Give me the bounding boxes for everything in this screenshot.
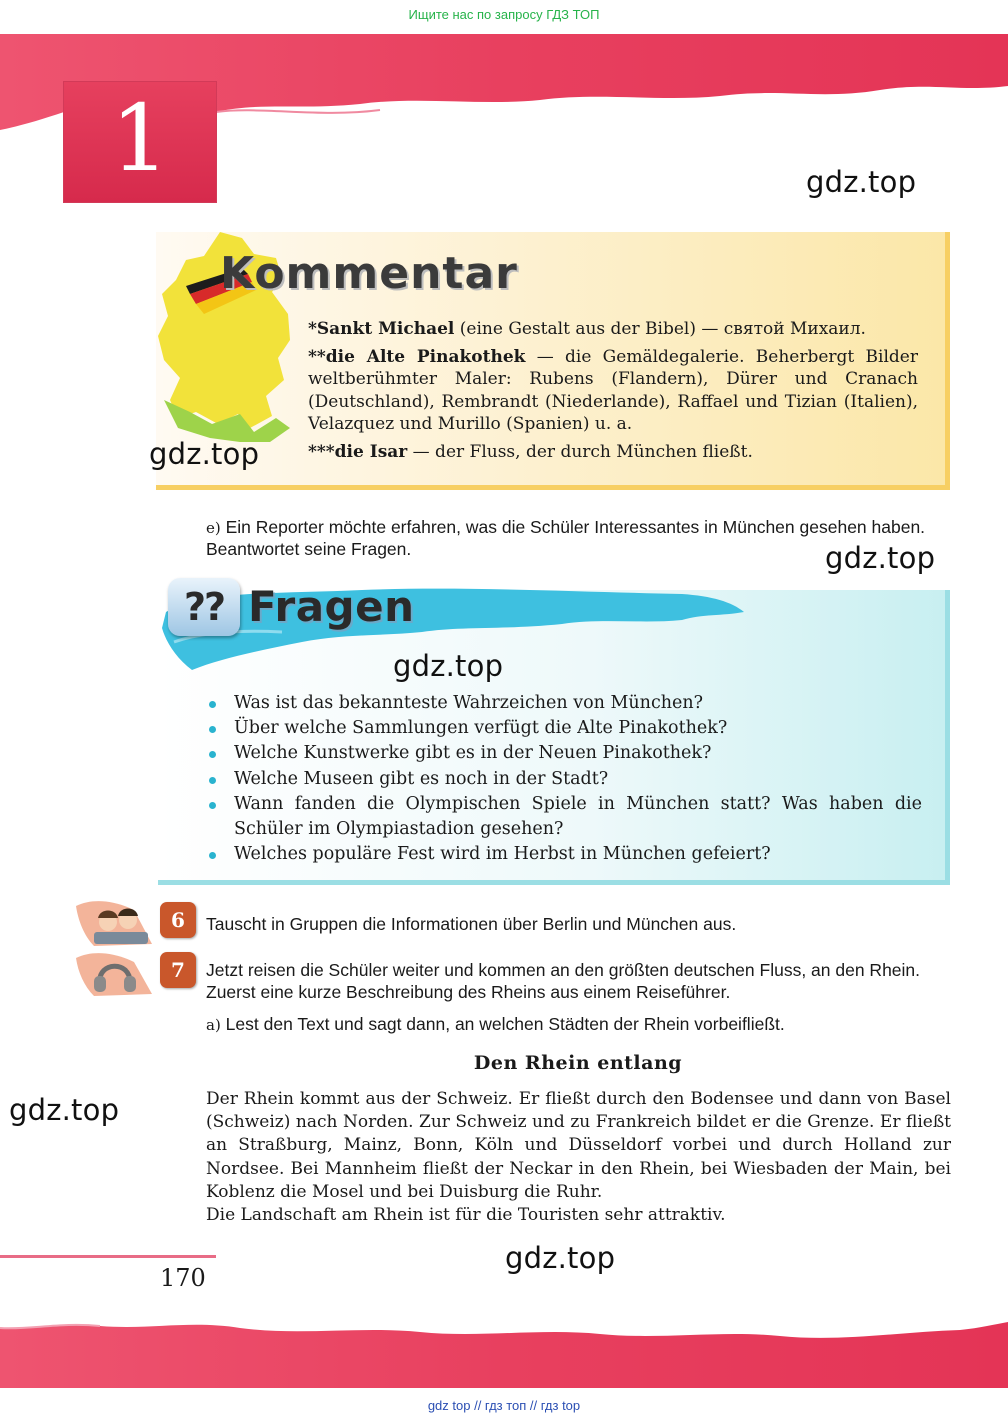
watermark: gdz.top <box>149 437 260 471</box>
task-e-text: Ein Reporter möchte erfahren, was die Schüler Interessantes in München gesehen haben. Beantwortet seine Fragen. <box>206 517 926 559</box>
kommentar-definition: — die Gemäldegalerie. Beherbergt Bilder weltberühmter Maler: Rubens (Flandern), Dürer und Cranach (Deutschland), Rembrandt (Niederlande), Raffael und Tizian (Italien), Velazquez und Murillo (Spanien) u. a. <box>308 346 918 434</box>
fragen-title: Fragen <box>248 582 415 631</box>
kommentar-entry <box>308 441 918 464</box>
page-number-rule <box>0 1255 216 1258</box>
task-7-text: Jetzt reisen die Schüler weiter und kommen an den größten deutschen Fluss, an den Rhein. Zuerst eine kurze Beschreibung des Rheins aus einem Reiseführer. <box>206 960 921 1002</box>
chapter-number: 1 <box>110 85 170 192</box>
watermark: gdz.top <box>9 1093 120 1127</box>
question-item: Welche Museen gibt es noch in der Stadt? <box>206 767 922 792</box>
watermark: gdz.top <box>825 541 936 575</box>
task-marker: e) <box>206 519 221 537</box>
headphones-icon <box>74 946 154 998</box>
task-7a <box>206 1013 951 1036</box>
question-marks-icon <box>168 578 240 636</box>
kommentar-definition: — der Fluss, der durch München fließt. <box>407 441 753 462</box>
watermark: gdz.top <box>806 165 917 199</box>
kommentar-entry <box>308 318 918 341</box>
chapter-number-box <box>64 82 216 202</box>
group-discussion-icon <box>74 896 154 948</box>
question-item: Welches populäre Fest wird im Herbst in München gefeiert? <box>206 842 922 867</box>
task-marker: a) <box>206 1016 221 1034</box>
task-7a-text: Lest den Text und sagt dann, an welchen Städten der Rhein vorbeifließt. <box>220 1014 785 1034</box>
kommentar-title: Kommentar <box>220 248 518 299</box>
reading-last-line: Die Landschaft am Rhein ist für die Touristen sehr attraktiv. <box>206 1205 726 1226</box>
kommentar-entry <box>308 346 918 436</box>
question-item: Über welche Sammlungen verfügt die Alte Pinakothek? <box>206 716 922 741</box>
task-6-badge: 6 <box>160 902 196 938</box>
kommentar-definition: (eine Gestalt aus der Bibel) — святой Михаил. <box>454 319 866 339</box>
kommentar-term: *Sankt Michael <box>308 319 455 339</box>
bottom-links[interactable]: gdz top // гдз топ // гдз top <box>427 1398 581 1413</box>
question-item: Was ist das bekannteste Wahrzeichen von München? <box>206 691 922 716</box>
reading-body: Der Rhein kommt aus der Schweiz. Er fließt durch den Bodensee und dann von Basel (Schweiz) nach Norden. Zur Schweiz und zu Frankreich bildet er die Grenze. Er fließt an Straßburg, Mainz, Bonn, Köln und Düsseldorf vorbei und durch Holland zur Nordsee. Bei Mannheim fließt der Neckar in den Rhein, bei Wiesbaden der Main, bei Koblenz die Mosel und bei Duisburg die Ruhr. <box>206 1089 951 1202</box>
page-number: 170 <box>160 1264 206 1292</box>
question-item: Wann fanden die Olympischen Spiele in München statt? Was haben die Schüler im Olympiastadion gesehen? <box>206 792 922 842</box>
fragen-list <box>206 691 922 867</box>
task-7-badge: 7 <box>160 952 196 988</box>
watermark: gdz.top <box>505 1241 616 1275</box>
question-item: Welche Kunstwerke gibt es in der Neuen Pinakothek? <box>206 741 922 766</box>
reading-title: Den Rhein entlang <box>473 1052 683 1074</box>
watermark: gdz.top <box>393 649 504 683</box>
kommentar-text <box>308 318 918 468</box>
bottom-decorative-band <box>0 1300 1008 1392</box>
top-notice[interactable]: Ищите нас по запросу ГДЗ ТОП <box>408 7 600 22</box>
kommentar-term: ***die Isar <box>308 441 408 462</box>
reading-text <box>206 1088 951 1227</box>
kommentar-term: **die Alte Pinakothek <box>308 346 526 367</box>
fragen-badge-text: ?? <box>183 585 225 629</box>
task-6-text: Tauscht in Gruppen die Informationen über Berlin und München aus. <box>206 914 737 934</box>
